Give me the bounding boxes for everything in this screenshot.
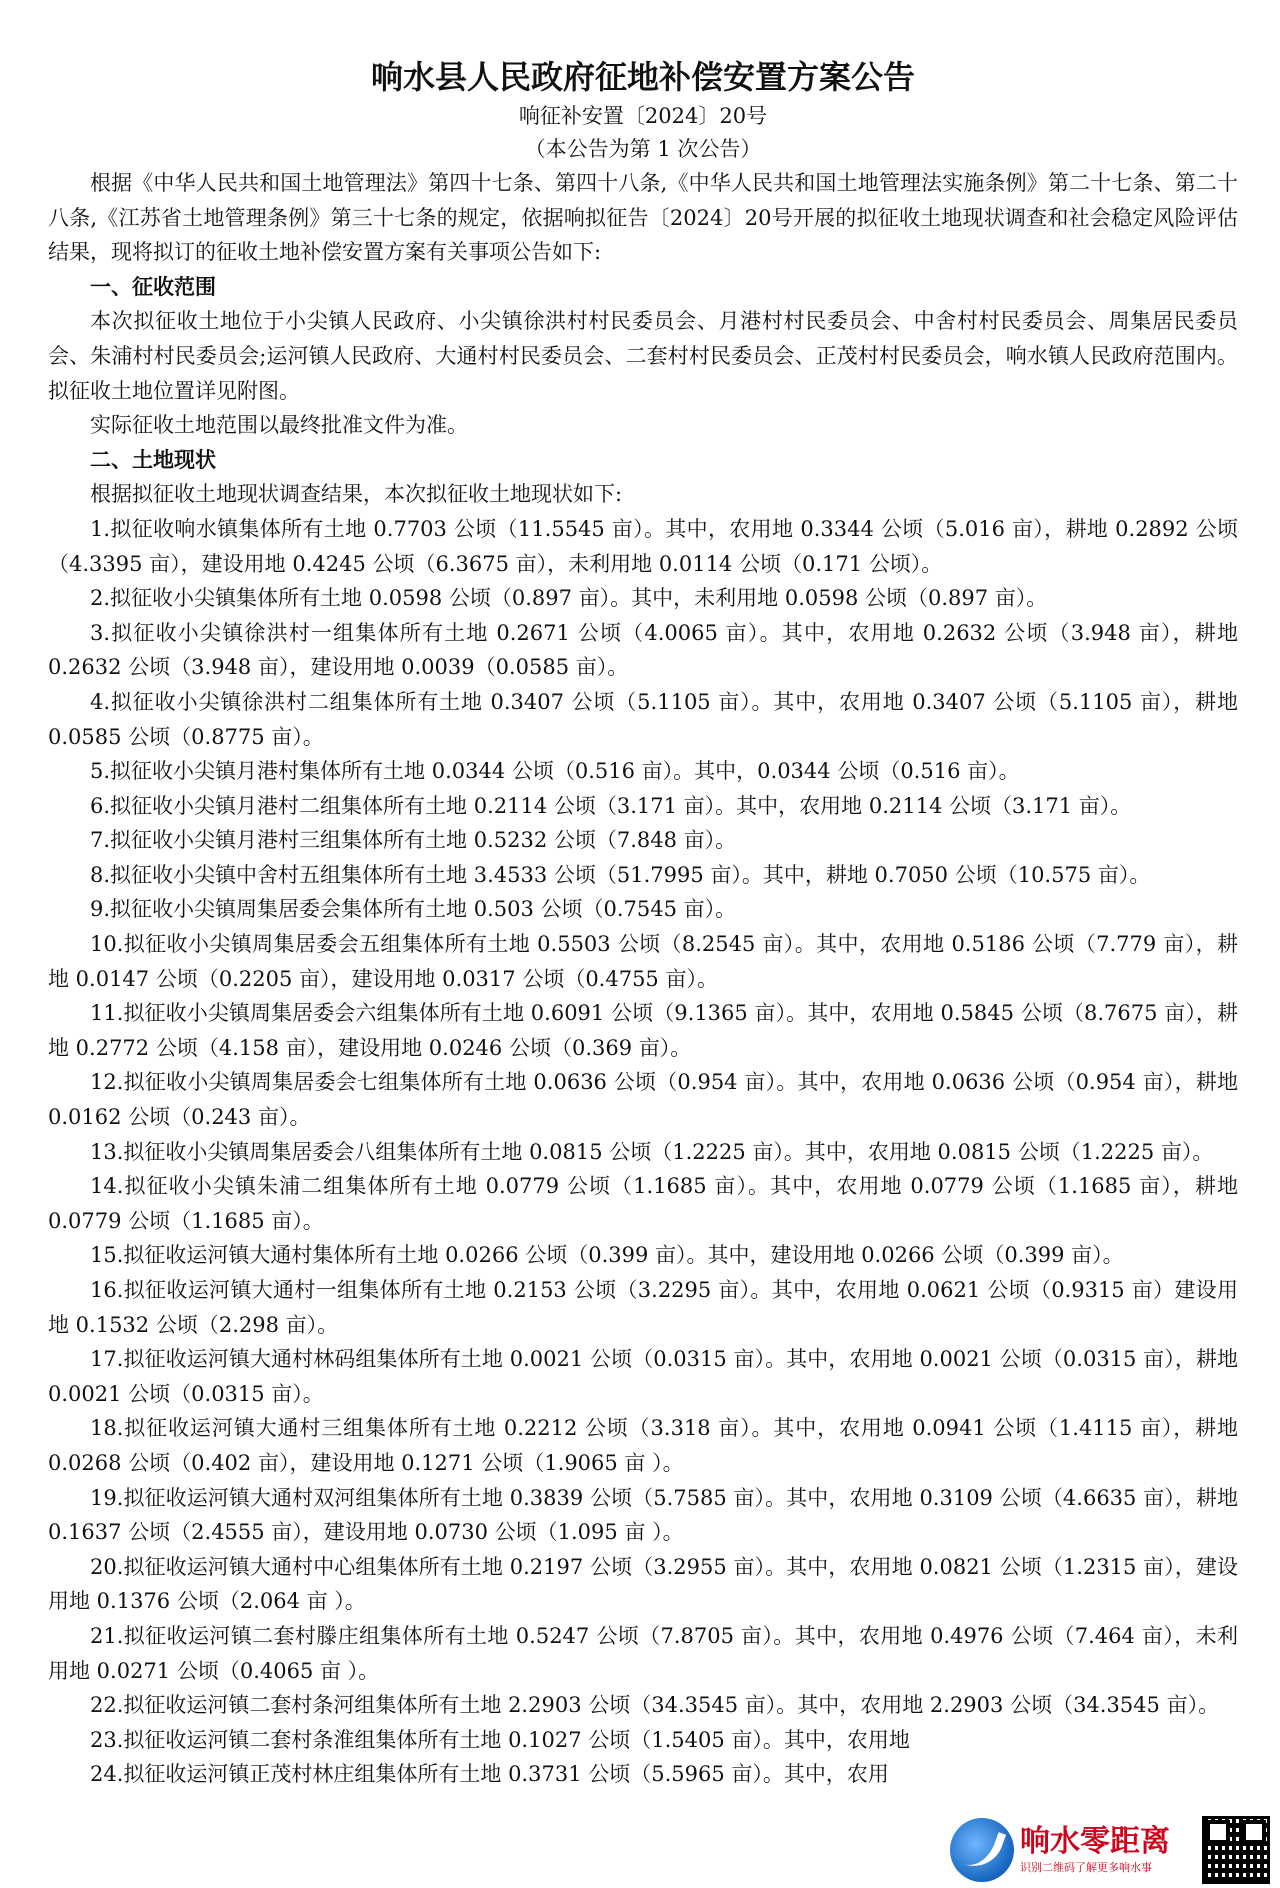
watermark-text xyxy=(1020,1824,1202,1876)
land-item: 23.拟征收运河镇二套村条淮组集体所有土地 0.1027 公顷（1.5405 亩）。其中，农用地 xyxy=(90,1727,910,1752)
qr-code-icon[interactable] xyxy=(1202,1816,1270,1884)
land-item: 13.拟征收小尖镇周集居委会八组集体所有土地 0.0815 公顷（1.2225 亩）。其中，农用地 0.0815 公顷（1.2225 亩）。 xyxy=(90,1139,1214,1164)
land-item: 4.拟征收小尖镇徐洪村二组集体所有土地 0.3407 公顷（5.1105 亩）。其中，农用地 0.3407 公顷（5.1105 亩），耕地 0.0585 公顷（0.8775 亩）。 xyxy=(48,689,1238,749)
watermark-title: 响水零距离 xyxy=(1020,1824,1170,1859)
land-item: 11.拟征收小尖镇周集居委会六组集体所有土地 0.6091 公顷（9.1365 亩）。其中，农用地 0.5845 公顷（8.7675 亩），耕地 0.2772 公顷（4.158 亩），建设用地 0.0246 公顷（0.369 亩）。 xyxy=(48,1001,1238,1060)
wave-logo-icon xyxy=(950,1818,1014,1882)
land-item: 12.拟征收小尖镇周集居委会七组集体所有土地 0.0636 公顷（0.954 亩）。其中，农用地 0.0636 公顷（0.954 亩），耕地 0.0162 公顷（0.243 亩）。 xyxy=(48,1070,1238,1130)
land-item: 3.拟征收小尖镇徐洪村一组集体所有土地 0.2671 公顷（4.0065 亩）。其中，农用地 0.2632 公顷（3.948 亩），耕地 0.2632 公顷（3.948 亩），建设用地 0.0039（0.0585 亩）。 xyxy=(48,620,1238,680)
land-item: 17.拟征收运河镇大通村林码组集体所有土地 0.0021 公顷（0.0315 亩）。其中，农用地 0.0021 公顷（0.0315 亩），耕地 0.0021 公顷（0.0315 亩）。 xyxy=(48,1347,1238,1406)
page-title: 响水县人民政府征地补偿安置方案公告 xyxy=(370,58,915,96)
status-intro: 根据拟征收土地现状调查结果，本次拟征收土地现状如下: xyxy=(90,482,623,507)
land-item: 6.拟征收小尖镇月港村二组集体所有土地 0.2114 公顷（3.171 亩）。其中，农用地 0.2114 公顷（3.171 亩）。 xyxy=(90,793,1132,818)
intro-paragraph: 根据《中华人民共和国土地管理法》第四十七条、第四十八条,《中华人民共和国土地管理法实施条例》第二十七条、第二十八条,《江苏省土地管理条例》第三十七条的规定，依据响拟征告〔2024〕20号开展的拟征收土地现状调查和社会稳定风险评估结果，现将拟订的征收土地补偿安置方案有关事项公告如下: xyxy=(48,171,1238,265)
land-item: 19.拟征收运河镇大通村双河组集体所有土地 0.3839 公顷（5.7585 亩）。其中，农用地 0.3109 公顷（4.6635 亩），耕地 0.1637 公顷（2.4555 亩），建设用地 0.0730 公顷（1.095 亩 ）。 xyxy=(48,1485,1238,1545)
land-item: 10.拟征收小尖镇周集居委会五组集体所有土地 0.5503 公顷（8.2545 亩）。其中，农用地 0.5186 公顷（7.779 亩），耕地 0.0147 公顷（0.2205 亩），建设用地 0.0317 公顷（0.4755 亩）。 xyxy=(48,932,1238,991)
watermark-caption: 识别二维码了解更多响水事 xyxy=(1020,1861,1152,1874)
doc-number: 响征补安置〔2024〕20号 xyxy=(518,104,768,128)
scope-paragraph: 本次拟征收土地位于小尖镇人民政府、小尖镇徐洪村村民委员会、月港村村民委员会、中舍村村民委员会、周集居民委员会、朱浦村村民委员会;运河镇人民政府、大通村村民委员会、二套村村民委员会、正茂村村民委员会，响水镇人民政府范围内。拟征收土地位置详见附图。 xyxy=(48,309,1238,403)
land-item: 5.拟征收小尖镇月港村集体所有土地 0.0344 公顷（0.516 亩）。其中，0.0344 公顷（0.516 亩）。 xyxy=(90,759,1020,784)
land-item: 21.拟征收运河镇二套村滕庄组集体所有土地 0.5247 公顷（7.8705 亩）。其中，农用地 0.4976 公顷（7.464 亩），未利用地 0.0271 公顷（0.4065 亩 ）。 xyxy=(48,1623,1238,1683)
land-item: 1.拟征收响水镇集体所有土地 0.7703 公顷（11.5545 亩）。其中，农用地 0.3344 公顷（5.016 亩），耕地 0.2892 公顷（4.3395 亩），建设用地 0.4245 公顷（6.3675 亩），未利用地 0.0114 公顷（0.171 公顷）。 xyxy=(48,516,1238,576)
notice-count: （本公告为第 1 次公告） xyxy=(524,137,762,161)
watermark-banner[interactable] xyxy=(944,1812,1274,1888)
scope-heading: 一、征收范围 xyxy=(90,274,216,299)
announcement-page xyxy=(48,54,1238,1792)
land-item: 24.拟征收运河镇正茂村林庄组集体所有土地 0.3731 公顷（5.5965 亩）。其中，农用 xyxy=(90,1762,889,1787)
land-item: 16.拟征收运河镇大通村一组集体所有土地 0.2153 公顷（3.2295 亩）。其中，农用地 0.0621 公顷（0.9315 亩）建设用地 0.1532 公顷（2.298 亩）。 xyxy=(48,1278,1238,1337)
land-item: 22.拟征收运河镇二套村条河组集体所有土地 2.2903 公顷（34.3545 亩）。其中，农用地 2.2903 公顷（34.3545 亩）。 xyxy=(90,1693,1220,1718)
land-item: 7.拟征收小尖镇月港村三组集体所有土地 0.5232 公顷（7.848 亩）。 xyxy=(90,828,737,853)
land-item: 18.拟征收运河镇大通村三组集体所有土地 0.2212 公顷（3.318 亩）。其中，农用地 0.0941 公顷（1.4115 亩），耕地 0.0268 公顷（0.402 亩），建设用地 0.1271 公顷（1.9065 亩 ）。 xyxy=(48,1416,1238,1475)
land-item: 2.拟征收小尖镇集体所有土地 0.0598 公顷（0.897 亩）。其中，未利用地 0.0598 公顷（0.897 亩）。 xyxy=(90,586,1048,611)
land-item: 15.拟征收运河镇大通村集体所有土地 0.0266 公顷（0.399 亩）。其中，建设用地 0.0266 公顷（0.399 亩）。 xyxy=(90,1243,1124,1268)
status-heading: 二、土地现状 xyxy=(90,447,216,472)
land-item: 9.拟征收小尖镇周集居委会集体所有土地 0.503 公顷（0.7545 亩）。 xyxy=(90,897,737,922)
land-item: 20.拟征收运河镇大通村中心组集体所有土地 0.2197 公顷（3.2955 亩）。其中，农用地 0.0821 公顷（1.2315 亩），建设用地 0.1376 公顷（2.064 亩 ）。 xyxy=(48,1554,1238,1614)
land-item: 8.拟征收小尖镇中舍村五组集体所有土地 3.4533 公顷（51.7995 亩）。其中，耕地 0.7050 公顷（10.575 亩）。 xyxy=(90,862,1151,887)
land-item: 14.拟征收小尖镇朱浦二组集体所有土地 0.0779 公顷（1.1685 亩）。其中，农用地 0.0779 公顷（1.1685 亩），耕地 0.0779 公顷（1.1685 亩）。 xyxy=(48,1174,1238,1233)
scope-note: 实际征收土地范围以最终批准文件为准。 xyxy=(90,413,468,438)
land-item-list xyxy=(48,512,1238,1792)
